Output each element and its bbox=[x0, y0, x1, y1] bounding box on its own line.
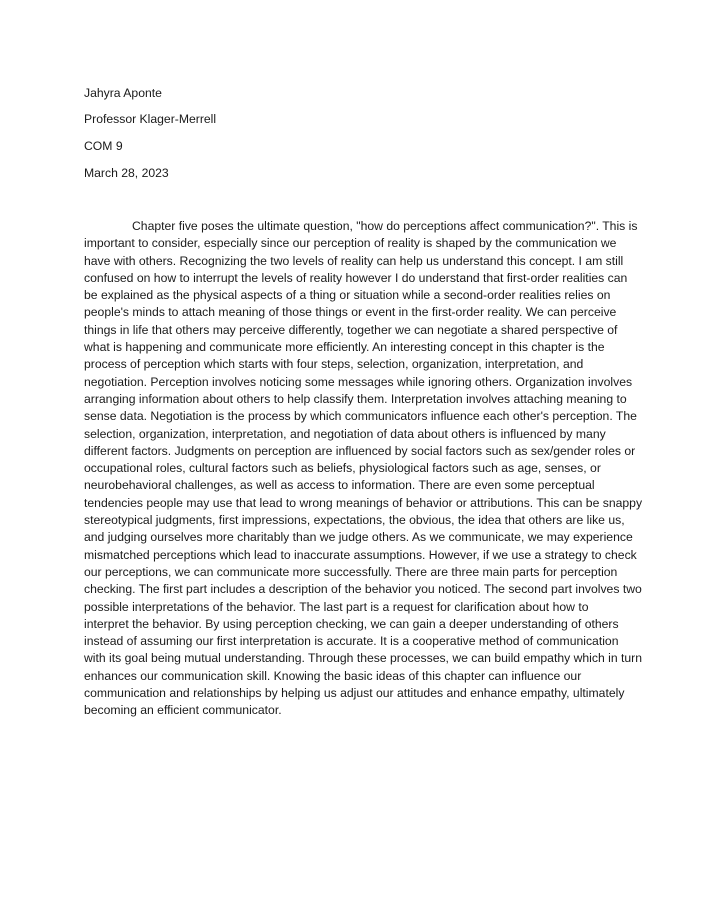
body-line: negotiation. Perception involves noticing some messages while ignoring others. Organization involves bbox=[84, 374, 633, 389]
body-line: interpret the behavior. By using perception checking, we can gain a deeper understanding of others bbox=[84, 616, 619, 631]
body-line: communication and relationships by helping us adjust our attitudes and enhance empathy, ultimately bbox=[84, 686, 625, 701]
body-line: people's minds to attach meaning of those things or event in the first-order reality. We can perceive bbox=[84, 305, 617, 320]
body-line: Chapter five poses the ultimate question, "how do perceptions affect communication?". This is bbox=[132, 219, 638, 233]
course-name: COM 9 bbox=[84, 139, 123, 153]
body-line: occupational roles, cultural factors such as beliefs, physiological factors such as age, senses, or bbox=[84, 461, 601, 476]
body-line: sense data. Negotiation is the process by which communicators influence each other's perception. The bbox=[84, 409, 637, 424]
body-line: tendencies people may use that lead to wrong meanings of behavior or attributions. This can be snappy bbox=[84, 495, 643, 510]
body-line: process of perception which starts with four steps, selection, organization, interpretation, and bbox=[84, 357, 584, 372]
body-line: stereotypical judgments, first impressions, expectations, the obvious, the idea that others are like us, bbox=[84, 513, 625, 528]
body-line: becoming an efficient communicator. bbox=[84, 703, 282, 718]
essay-date: March 28, 2023 bbox=[84, 166, 169, 180]
essay-body bbox=[84, 218, 643, 720]
body-line: be explained as the physical aspects of a thing or situation while a second-order realities relies on bbox=[84, 288, 611, 303]
body-line: enhances our communication skill. Knowing the basic ideas of this chapter can influence our bbox=[84, 668, 582, 683]
body-line: things in life that others may perceive differently, together we can negotiate a shared perspective of bbox=[84, 322, 618, 337]
body-line: what is happening and communicate more efficiently. An interesting concept in this chapter is the bbox=[84, 340, 605, 355]
body-line: mismatched perceptions which lead to inaccurate assumptions. However, if we use a strategy to check bbox=[84, 547, 637, 562]
body-line: instead of assuming our first interpretation is accurate. It is a cooperative method of communication bbox=[84, 634, 619, 649]
body-line: different factors. Judgments on perception are influenced by social factors such as sex/gender roles or bbox=[84, 443, 636, 458]
body-line: neurobehavioral challenges, as well as access to information. There are even some perceptual bbox=[84, 478, 595, 493]
body-line: and judging ourselves more charitably than we judge others. As we communicate, we may experience bbox=[84, 530, 633, 545]
body-line: arranging information about others to help classify them. Interpretation involves attaching meaning to bbox=[84, 391, 627, 406]
student-name: Jahyra Aponte bbox=[84, 86, 162, 100]
body-line: checking. The first part includes a description of the behavior you noticed. The second part involves two bbox=[84, 582, 642, 597]
professor-name: Professor Klager-Merrell bbox=[84, 112, 217, 126]
body-line: possible interpretations of the behavior. The last part is a request for clarification about how to bbox=[84, 599, 589, 614]
body-line: with its goal being mutual understanding. Through these processes, we can build empathy which in turn bbox=[84, 651, 643, 666]
body-line: selection, organization, interpretation, and negotiation of data about others is influenced by many bbox=[84, 426, 606, 441]
body-line: have with others. Recognizing the two levels of reality can help us understand this concept. I am still bbox=[84, 253, 624, 268]
body-line: our perceptions, we can communicate more successfully. There are three main parts for perception bbox=[84, 564, 618, 579]
body-line: confused on how to interrupt the levels of reality however I do understand that first-order realities can bbox=[84, 270, 628, 285]
body-line: important to consider, especially since our perception of reality is shaped by the communication we bbox=[84, 236, 617, 251]
